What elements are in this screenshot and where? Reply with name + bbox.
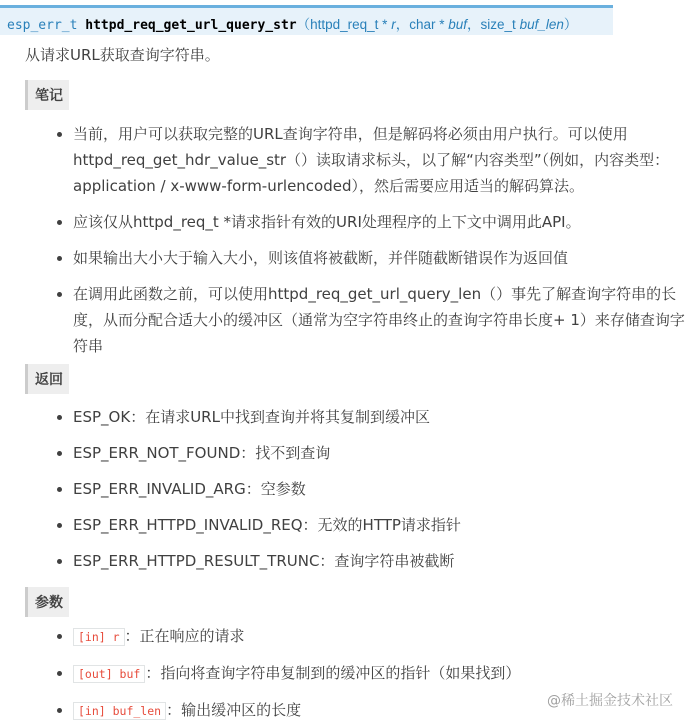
bullet-icon bbox=[57, 451, 62, 456]
param-type: httpd_req_t * bbox=[310, 17, 388, 32]
list-item: [in] r ：正在响应的请求 bbox=[0, 623, 691, 650]
param-code: [in] buf_len bbox=[73, 702, 166, 720]
return-type: esp_err_t bbox=[7, 18, 78, 33]
list-item: ESP_OK：在请求URL中找到查询并将其复制到缓冲区 bbox=[0, 404, 691, 430]
param-separator: ， bbox=[467, 17, 481, 33]
bullet-icon bbox=[57, 559, 62, 564]
close-paren: ） bbox=[563, 17, 578, 33]
bullet-icon bbox=[57, 132, 62, 137]
list-item: ESP_ERR_HTTPD_RESULT_TRUNC：查询字符串被截断 bbox=[0, 548, 691, 574]
list-item: ESP_ERR_INVALID_ARG：空参数 bbox=[0, 476, 691, 502]
list-item: 如果输出大小大于输入大小，则该值将被截断，并伴随截断错误作为返回值 bbox=[0, 245, 691, 271]
param-name: buf_len bbox=[519, 17, 564, 32]
notes-list bbox=[0, 121, 691, 359]
bullet-icon bbox=[57, 415, 62, 420]
watermark: @稀土掘金技术社区 bbox=[547, 693, 673, 709]
param-name: buf bbox=[448, 17, 468, 32]
notes-label: 笔记 bbox=[25, 80, 69, 110]
bullet-icon bbox=[57, 523, 62, 528]
list-item: [in] buf_len ：输出缓冲区的长度 bbox=[0, 697, 691, 724]
function-description: 从请求URL获取查询字符串。 bbox=[25, 46, 220, 64]
list-item: ESP_ERR_NOT_FOUND：找不到查询 bbox=[0, 440, 691, 466]
bullet-icon bbox=[57, 292, 62, 297]
bullet-icon bbox=[57, 671, 62, 676]
bullet-icon bbox=[57, 256, 62, 261]
function-name: httpd_req_get_url_query_str bbox=[85, 18, 297, 33]
bullet-icon bbox=[57, 634, 62, 639]
param-type: char * bbox=[409, 17, 445, 32]
list-item: 当前，用户可以获取完整的URL查询字符串，但是解码将必须由用户执行。可以使用httpd_req_get_hdr_value_str（）读取请求标头，以了解“内容类型”（例如，内容类型：application / x-www-form-urlencoded），然后需要应用适当的解码算法。 bbox=[0, 121, 691, 199]
list-item: 在调用此函数之前，可以使用httpd_req_get_url_query_len（）事先了解查询字符串的长度，从而分配合适大小的缓冲区（通常为空字符串终止的查询字符串长度+ 1）来存储查询字符串 bbox=[0, 281, 691, 359]
list-item: [out] buf ：指向将查询字符串复制到的缓冲区的指针（如果找到） bbox=[0, 660, 691, 687]
returns-label: 返回 bbox=[25, 364, 69, 394]
bullet-icon bbox=[57, 220, 62, 225]
list-item: 应该仅从httpd_req_t *请求指针有效的URI处理程序的上下文中调用此API。 bbox=[0, 209, 691, 235]
list-item: ESP_ERR_HTTPD_INVALID_REQ：无效的HTTP请求指针 bbox=[0, 512, 691, 538]
params-label: 参数 bbox=[25, 587, 69, 617]
param-name: r bbox=[391, 17, 396, 32]
function-signature bbox=[0, 5, 613, 35]
open-paren: （ bbox=[296, 17, 311, 33]
returns-list bbox=[0, 404, 691, 574]
param-separator: ， bbox=[395, 17, 410, 33]
param-code: [in] r bbox=[73, 628, 125, 646]
bullet-icon bbox=[57, 708, 62, 713]
bullet-icon bbox=[57, 487, 62, 492]
param-type: size_t bbox=[480, 17, 516, 32]
param-code: [out] buf bbox=[73, 665, 145, 683]
